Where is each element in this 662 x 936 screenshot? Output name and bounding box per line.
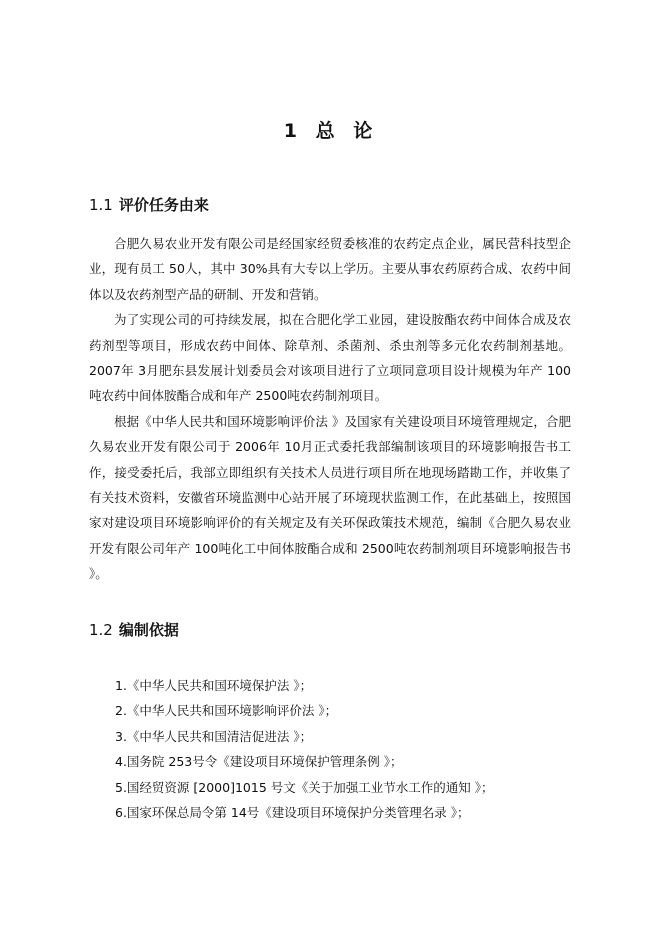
list-item: 4.国务院 253号令《建设项目环境保护管理条例 》； xyxy=(115,754,403,770)
list-item: 6.国家环保总局令第 14号《建设项目环境保护分类管理名录 》； xyxy=(115,805,470,821)
list-item: 3.《中华人民共和国清洁促进法 》； xyxy=(115,728,313,744)
section-heading-1-1 xyxy=(89,194,209,215)
section-number: 1.1 xyxy=(89,196,113,214)
section-heading-1-2 xyxy=(89,619,179,640)
paragraph: 根据《中华人民共和国环境影响评价法 》及国家有关建设项目环境管理规定，合肥久易农业开发有限公司于 2006年 10月正式委托我部编制该项目的环境影响报告书工作，接受委托后，我部立即组织有关技术人员进行项目所在地现场踏勘工作，并收集了有关技术资料，安徽省环境监测中心站开展了环境现状监测工作，在此基础上，按照国家对建设项目环境影响评价的有关规定及有关环保政策技术规范，编制《合肥久易农业开发有限公司年产 100吨化工中间体胺酯合成和 2500吨农药制剂项目环境影响报告书 》。 xyxy=(89,413,571,582)
section-body-1-1 xyxy=(89,231,571,587)
section-number: 1.2 xyxy=(89,621,113,639)
section-title: 编制依据 xyxy=(118,621,179,639)
chapter-title: 1 总 论 xyxy=(283,120,379,142)
list-item: 5.国经贸资源 [2000]1015 号文《关于加强工业节水工作的通知 》； xyxy=(115,779,494,795)
paragraph: 合肥久易农业开发有限公司是经国家经贸委核准的农药定点企业，属民营科技型企业，现有员工 50人，其中 30%具有大专以上学历。主要从事农药原药合成、农药中间体以及农药剂型产品的研制、开发和营销。 xyxy=(89,236,571,302)
paragraph: 为了实现公司的可持续发展，拟在合肥化学工业园，建设胺酯农药中间体合成及农药剂型等项目，形成农药中间体、除草剂、杀菌剂、杀虫剂等多元化农药制剂基地。2007年 3月肥东县发展计划委员会对该项目进行了立项同意项目设计规模为年产 100吨农药中间体胺酯合成和年产 2500吨农药制剂项目。 xyxy=(89,312,571,404)
list-item: 2.《中华人民共和国环境影响评价法 》； xyxy=(115,703,338,719)
list-item: 1.《中华人民共和国环境保护法 》； xyxy=(115,678,313,693)
section-title: 评价任务由来 xyxy=(118,196,209,214)
reference-list xyxy=(115,673,575,825)
